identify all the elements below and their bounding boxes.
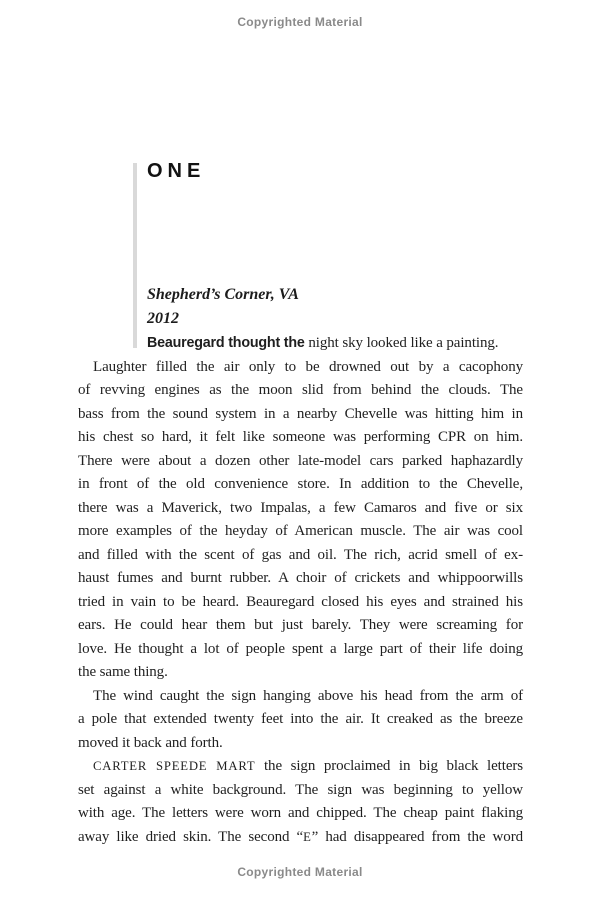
text-line xyxy=(78,497,523,521)
body-span: set against a white background. The sign was beginning to yellow xyxy=(78,781,523,798)
text-line xyxy=(78,591,523,615)
small-caps-text: E xyxy=(303,829,312,844)
chapter-marker-bar xyxy=(133,163,137,348)
body-span: ears. He could hear them but just barely. They were screaming for xyxy=(78,617,523,633)
body-span: love. He thought a lot of people spent a large part of their life doing xyxy=(78,640,523,657)
text-line xyxy=(78,755,523,779)
text-line xyxy=(78,544,523,568)
text-line xyxy=(78,426,523,450)
body-span: moved it back and forth. xyxy=(78,734,223,751)
text-line xyxy=(78,826,523,850)
paragraph xyxy=(78,332,523,356)
body-span: the same thing. xyxy=(78,664,168,680)
text-line xyxy=(78,732,523,756)
body-span: with age. The letters were worn and chipped. The cheap paint flaking xyxy=(78,805,523,821)
body-span: There were about a dozen other late-model cars parked haphazardly xyxy=(78,452,523,469)
body-span: haust fumes and burnt rubber. A choir of crickets and whippoorwills xyxy=(78,570,523,586)
text-line xyxy=(78,332,523,356)
body-span: the sign proclaimed in big black letters xyxy=(255,758,524,774)
text-line xyxy=(78,403,523,427)
paragraph xyxy=(78,685,523,756)
body-span: ” had disappeared from the word xyxy=(311,828,523,845)
paragraph xyxy=(78,356,523,685)
body-span: in front of the old convenience store. In addition to the Chevelle, xyxy=(78,476,523,492)
body-span: there was a Maverick, two Impalas, a few Camaros and five or six xyxy=(78,499,523,516)
small-caps-text: CARTER SPEEDE MART xyxy=(93,759,256,773)
body-span: Laughter filled the air only to be drowned out by a cacophony xyxy=(93,358,523,375)
dateline-year: 2012 xyxy=(147,310,179,327)
body-span: a pole that extended twenty feet into the air. It creaked as the breeze xyxy=(78,711,523,727)
text-line xyxy=(78,520,523,544)
text-line xyxy=(78,685,523,709)
opening-phrase: Beauregard thought the xyxy=(147,335,309,351)
body-span: more examples of the heyday of American muscle. The air was cool xyxy=(78,523,523,539)
dateline xyxy=(147,283,299,331)
text-line xyxy=(78,802,523,826)
body-span: night sky looked like a painting. xyxy=(308,335,499,351)
body-span: The wind caught the sign hanging above his head from the arm of xyxy=(93,687,523,704)
paragraph xyxy=(78,755,523,849)
text-line xyxy=(78,708,523,732)
body-span: and filled with the scent of gas and oil. The rich, acrid smell of ex- xyxy=(78,546,523,563)
text-line xyxy=(78,614,523,638)
header-copyright-notice: Copyrighted Material xyxy=(237,15,363,29)
dateline-location: Shepherd’s Corner, VA xyxy=(147,286,299,303)
text-line xyxy=(78,661,523,685)
body-span: his chest so hard, it felt like someone was performing CPR on him. xyxy=(78,429,523,445)
text-line xyxy=(78,356,523,380)
text-line xyxy=(78,779,523,803)
body-span: bass from the sound system in a nearby Chevelle was hitting him in xyxy=(78,405,523,422)
body-span: away like dried skin. The second “ xyxy=(78,828,304,845)
chapter-title: ONE xyxy=(147,160,206,182)
text-line xyxy=(78,450,523,474)
text-line xyxy=(78,473,523,497)
footer-copyright-notice: Copyrighted Material xyxy=(237,865,363,879)
text-line xyxy=(78,379,523,403)
body-span: tried in vain to be heard. Beauregard closed his eyes and strained his xyxy=(78,593,523,610)
body-span: of revving engines as the moon slid from behind the clouds. The xyxy=(78,382,523,398)
text-line xyxy=(78,638,523,662)
text-line xyxy=(78,567,523,591)
body-text xyxy=(78,332,523,849)
